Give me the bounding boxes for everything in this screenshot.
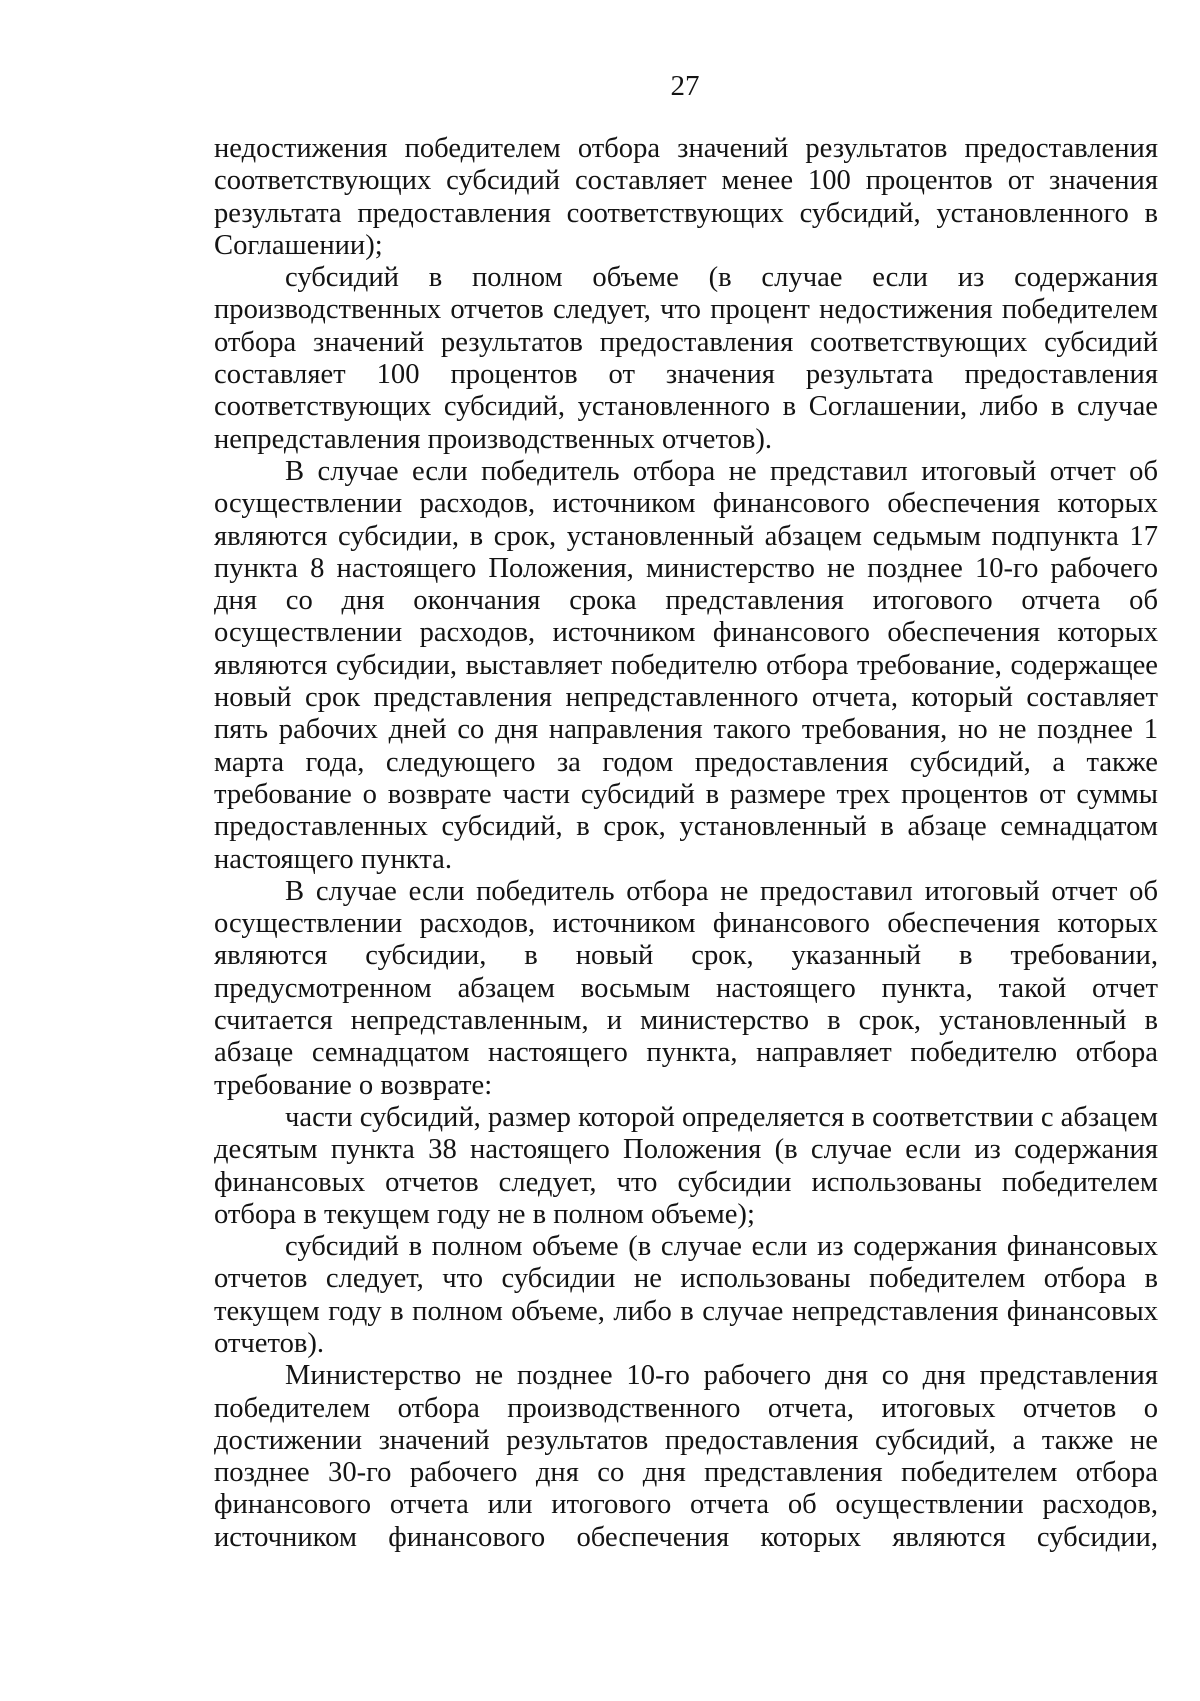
- paragraph-2: субсидий в полном объеме (в случае если из содержания производственных отчетов следует, что процент недостижения победителем отбора значений результатов предоставления соответствующих субсидий составляет 100 процентов от значения результата предоставления соответствующих субсидий, установленного в Соглашении, либо в случае непредставления производственных отчетов).: [214, 262, 1158, 455]
- paragraph-7: Министерство не позднее 10-го рабочего дня со дня представления победителем отбора производственного отчета, итоговых отчетов о достижении значений результатов предоставления субсидий, а также не позднее 30-го рабочего дня со дня представления победителем отбора финансового отчета или итогового отчета об осуществлении расходов, источником финансового обеспечения которых являются субсидии,: [214, 1360, 1158, 1553]
- page-number: 27: [670, 70, 700, 102]
- document-body: [214, 133, 1158, 1554]
- paragraph-6: субсидий в полном объеме (в случае если из содержания финансовых отчетов следует, что субсидии не использованы победителем отбора в текущем году в полном объеме, либо в случае непредставления финансовых отчетов).: [214, 1231, 1158, 1359]
- paragraph-3: В случае если победитель отбора не представил итоговый отчет об осуществлении расходов, источником финансового обеспечения которых являются субсидии, в срок, установленный абзацем седьмым подпункта 17 пункта 8 настоящего Положения, министерство не позднее 10-го рабочего дня со дня окончания срока представления итогового отчета об осуществлении расходов, источником финансового обеспечения которых являются субсидии, выставляет победителю отбора требование, содержащее новый срок представления непредставленного отчета, который составляет пять рабочих дней со дня направления такого требования, но не позднее 1 марта года, следующего за годом предоставления субсидий, а также требование о возврате части субсидий в размере трех процентов от суммы предоставленных субсидий, в срок, установленный в абзаце семнадцатом настоящего пункта.: [214, 455, 1158, 875]
- paragraph-4: В случае если победитель отбора не предоставил итоговый отчет об осуществлении расходов, источником финансового обеспечения которых являются субсидии, в новый срок, указанный в требовании, предусмотренном абзацем восьмым настоящего пункта, такой отчет считается непредставленным, и министерство в срок, установленный в абзаце семнадцатом настоящего пункта, направляет победителю отбора требование о возврате:: [214, 875, 1158, 1101]
- paragraph-5: части субсидий, размер которой определяется в соответствии с абзацем десятым пункта 38 настоящего Положения (в случае если из содержания финансовых отчетов следует, что субсидии использованы победителем отбора в текущем году не в полном объеме);: [214, 1101, 1158, 1230]
- paragraph-1: недостижения победителем отбора значений результатов предоставления соответствующих субсидий составляет менее 100 процентов от значения результата предоставления соответствующих субсидий, установленного в Соглашении);: [214, 133, 1158, 261]
